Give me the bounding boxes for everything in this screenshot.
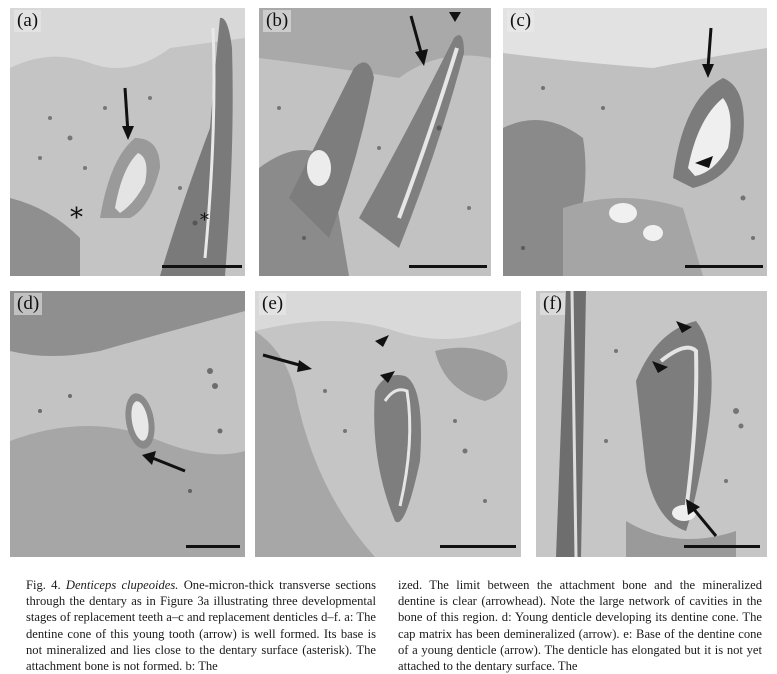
asterisk-marker-1: * [70,203,83,233]
panel-label-d: (d) [14,293,42,315]
asterisk-marker-2: * [200,210,209,231]
micrograph-f [536,291,767,557]
panel-a [10,8,245,276]
micrograph-a [10,8,245,276]
micrograph-b [259,8,491,276]
scale-bar-d [186,545,240,548]
caption-column-2 [398,577,762,674]
micrograph-d [10,291,245,557]
panel-f [536,291,767,557]
micrograph-c [503,8,767,276]
caption-text-1: One-micron-thick transverse sections through the dentary as in Figure 3a illustrating three developmental stages of replacement teeth a–c and replacement denticles d–f. a: The dentine cone of this young tooth (arrow) is well formed. Its base is not mineralized and lies close to the dentary surface (asterisk). The attachment bone is not formed. b: The [26,578,376,674]
caption-text-2: ized. The limit between the attachment bone and the mineralized dentine is clear (arrowhead). Note the large network of cavities in the bone of this region. d: Young denticle developing its dentine cone. The cap matrix has been demineralized (arrow). e: Base of the dentine cone of a young denticle (arrow). The denticle has elongated but it is not yet attached to the dentary surface. The [398,578,762,674]
scale-bar-c [685,265,763,268]
figure-label: Fig. 4. [26,578,66,592]
panel-label-f: (f) [540,293,565,315]
panel-e [255,291,521,557]
micrograph-e [255,291,521,557]
scale-bar-b [409,265,487,268]
scale-bar-a [162,265,242,268]
caption-column-1 [26,577,376,674]
scale-bar-e [440,545,516,548]
species-name: Denticeps clupeoides. [65,578,184,592]
panel-label-e: (e) [259,293,286,315]
panel-label-a: (a) [14,10,41,32]
panel-c [503,8,767,276]
panel-d [10,291,245,557]
scale-bar-f [684,545,760,548]
panel-label-c: (c) [507,10,534,32]
panel-label-b: (b) [263,10,291,32]
panel-b [259,8,491,276]
